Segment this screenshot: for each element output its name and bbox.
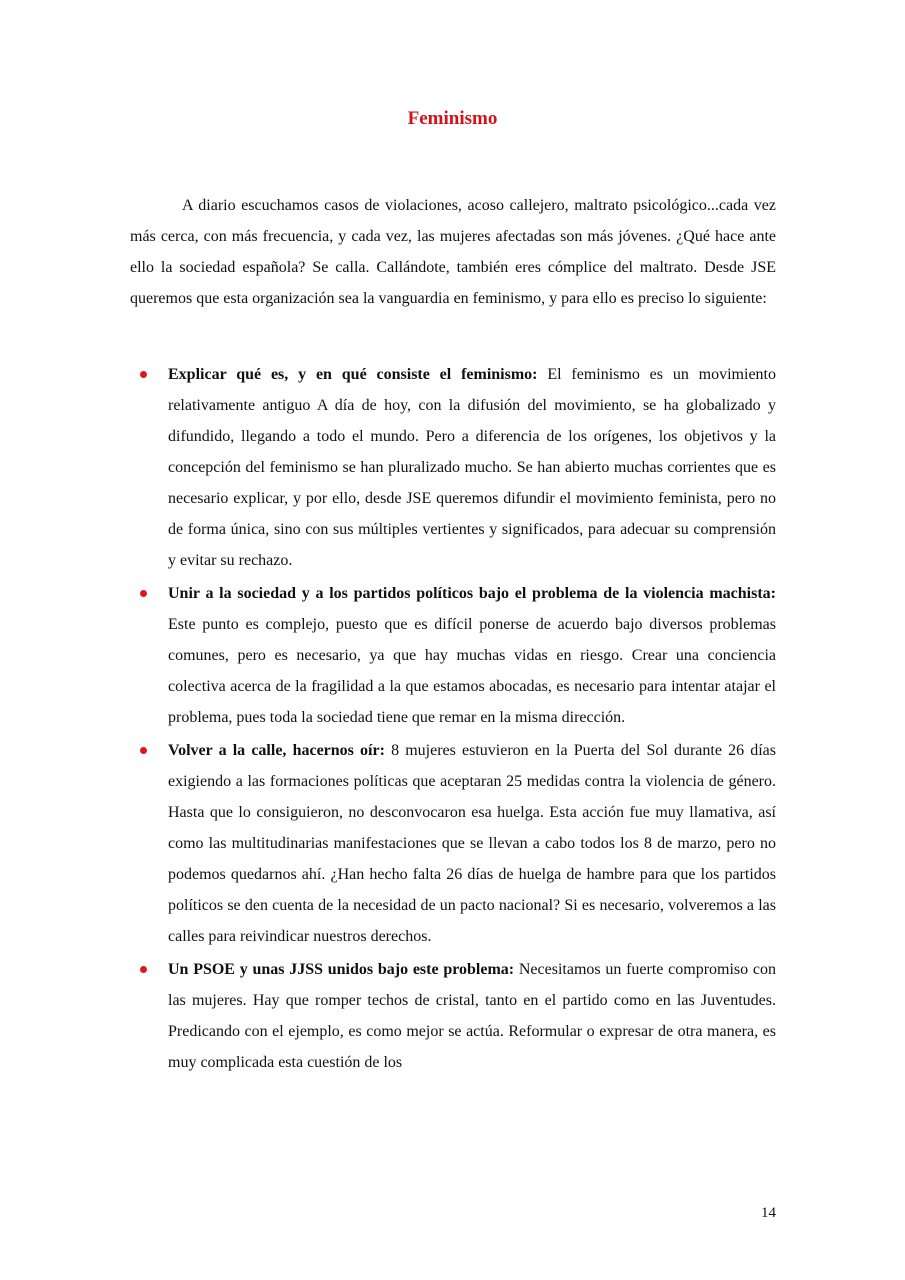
bullet-dot-icon [140,966,147,973]
intro-paragraph: A diario escuchamos casos de violaciones, acoso callejero, maltrato psicológico...cada vez más cerca, con más frecuencia, y cada vez, las mujeres afectadas son más jóvenes. ¿Qué hace ante ello la sociedad española? Se calla. Callándote, también eres cómplice del maltrato. Desde JSE queremos que esta organización sea la vanguardia en feminismo, y para ello es preciso lo siguiente: [130,197,776,307]
bullet-dot-icon [140,371,147,378]
bullet-heading: Volver a la calle, hacernos oír: [168,742,385,759]
bullet-text: Necesitamos un fuerte compromiso con las mujeres. Hay que romper techos de cristal, tanto en el partido como en las Juventudes. Predicando con el ejemplo, es como mejor se actúa. Reformular o expresar de otra manera, es muy complicada esta cuestión de los [168,961,776,1071]
bullet-dot-icon [140,747,147,754]
bullet-dot-icon [140,590,147,597]
page-title: Feminismo [407,108,498,129]
bullet-text: El feminismo es un movimiento relativamente antiguo A día de hoy, con la difusión del movimiento, se ha globalizado y difundido, llegando a todo el mundo. Pero a diferencia de los orígenes, los objetivos y la concepción del feminismo se han pluralizado mucho. Se han abierto muchas corrientes que es necesario explicar, y por ello, desde JSE queremos difundir el movimiento feminista, pero no de forma única, sino con sus múltiples vertientes y significados, para adecuar su comprensión y evitar su rechazo. [168,366,776,569]
bullet-heading: Explicar qué es, y en qué consiste el feminismo: [168,366,538,383]
list-item [130,578,776,733]
list-item [130,954,776,1078]
bullet-text: Este punto es complejo, puesto que es difícil ponerse de acuerdo bajo diversos problemas comunes, pero es necesario, ya que hay muchas vidas en riesgo. Crear una conciencia colectiva acerca de la fragilidad a la que estamos abocadas, es necesario para intentar atajar el problema, pues toda la sociedad tiene que remar en la misma dirección. [168,616,776,726]
list-item [130,359,776,576]
list-item [130,735,776,952]
bullet-text: 8 mujeres estuvieron en la Puerta del Sol durante 26 días exigiendo a las formaciones políticas que aceptaran 25 medidas contra la violencia de género. Hasta que lo consiguieron, no desconvocaron esa huelga. Esta acción fue muy llamativa, así como las multitudinarias manifestaciones que se llevan a cabo todos los 8 de marzo, pero no podemos quedarnos ahí. ¿Han hecho falta 26 días de huelga de hambre para que los partidos políticos se den cuenta de la necesidad de un pacto nacional? Si es necesario, volveremos a las calles para reivindicar nuestros derechos. [168,742,776,945]
bullet-list [130,359,776,1080]
bullet-heading: Unir a la sociedad y a los partidos políticos bajo el problema de la violencia machista: [168,585,776,602]
page-number: 14 [761,1205,776,1221]
bullet-heading: Un PSOE y unas JJSS unidos bajo este problema: [168,961,515,978]
